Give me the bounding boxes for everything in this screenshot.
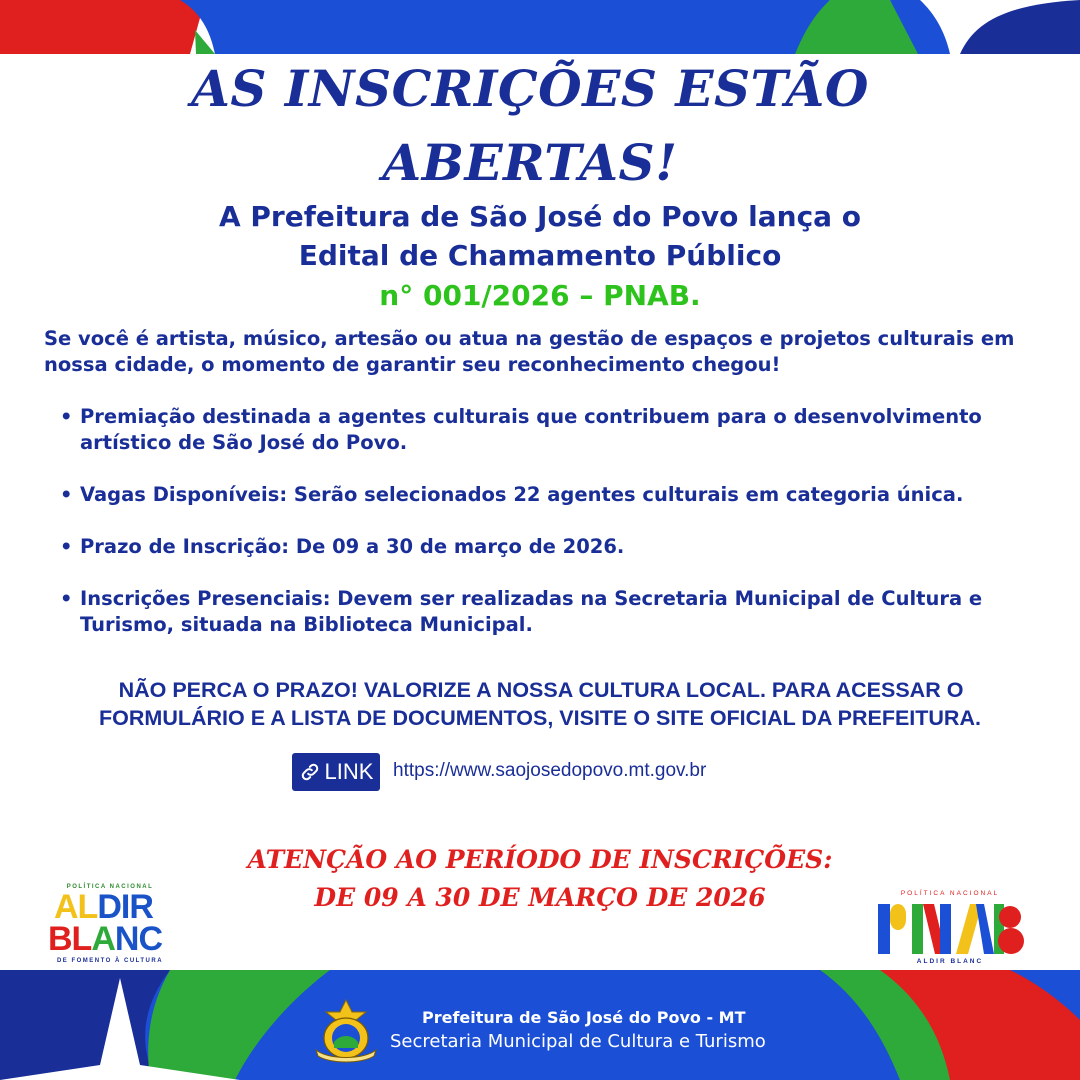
bullet-dot: • xyxy=(60,535,73,558)
municipal-crest-icon xyxy=(308,998,384,1064)
bullet-dot: • xyxy=(60,405,73,428)
bullet-text: Premiação destinada a agentes culturais que contribuem para o desenvolvimento artístico de São José do Povo. xyxy=(80,405,982,454)
footer-secretaria-name: Secretaria Municipal de Cultura e Turismo xyxy=(390,1031,766,1052)
pnab-logo xyxy=(874,888,1026,970)
bullet-item-prazo xyxy=(60,534,1020,560)
footer-prefeitura-name: Prefeitura de São José do Povo - MT xyxy=(422,1008,746,1027)
aldir-logo-word-2: BLANC xyxy=(48,920,162,958)
link-icon xyxy=(299,761,321,783)
aldir-blanc-logo xyxy=(44,884,176,968)
link-button-label: LINK xyxy=(324,759,374,784)
bullet-text: Vagas Disponíveis: Serão selecionados 22 agentes culturais em categoria única. xyxy=(80,483,964,506)
website-url-link[interactable]: https://www.saojosedopovo.mt.gov.br xyxy=(393,760,707,781)
lead-line-2: Edital de Chamamento Público xyxy=(298,239,782,272)
aldir-logo-bottom-text: DE FOMENTO À CULTURA xyxy=(56,958,164,964)
aldir-logo-word-1: ALDIR xyxy=(54,888,153,926)
bullet-text: Inscrições Presenciais: Devem ser realizadas na Secretaria Municipal de Cultura e Turismo, situada na Biblioteca Municipal. xyxy=(80,587,983,636)
pnab-logo-top-text: POLÍTICA NACIONAL xyxy=(900,890,1000,897)
bullet-dot: • xyxy=(60,587,73,610)
bullet-item-vagas xyxy=(60,482,1020,508)
bullet-item-premiacao xyxy=(60,404,1020,456)
cta-line-2: FORMULÁRIO E A LISTA DE DOCUMENTOS, VISITE O SITE OFICIAL DA PREFEITURA. xyxy=(99,706,981,730)
attention-line-2: DE 09 A 30 DE MARÇO DE 2026 xyxy=(314,883,766,912)
intro-paragraph: Se você é artista, músico, artesão ou atua na gestão de espaços e projetos culturais em nossa cidade, o momento de garantir seu reconhecimento chegou! xyxy=(44,327,1015,376)
edital-number: n° 001/2026 – PNAB. xyxy=(379,279,701,312)
top-decorative-band xyxy=(0,0,1080,54)
headline-line-1: AS INSCRIÇÕES ESTÃO xyxy=(191,59,869,118)
aldir-logo-top-text: POLÍTICA NACIONAL xyxy=(66,884,154,890)
pnab-wordmark-icon xyxy=(876,902,1024,956)
link-button[interactable] xyxy=(292,753,380,791)
pnab-logo-bottom-text: ALDIR BLANC xyxy=(916,958,984,965)
attention-line-1: ATENÇÃO AO PERÍODO DE INSCRIÇÕES: xyxy=(247,845,833,874)
bullet-text: Prazo de Inscrição: De 09 a 30 de março de 2026. xyxy=(80,535,625,558)
bullet-dot: • xyxy=(60,483,73,506)
cta-line-1: NÃO PERCA O PRAZO! VALORIZE A NOSSA CULTURA LOCAL. PARA ACESSAR O xyxy=(118,678,964,702)
headline-line-2: ABERTAS! xyxy=(382,133,678,192)
bullet-item-presenciais xyxy=(60,586,1020,638)
lead-line-1: A Prefeitura de São José do Povo lança o xyxy=(218,200,862,233)
